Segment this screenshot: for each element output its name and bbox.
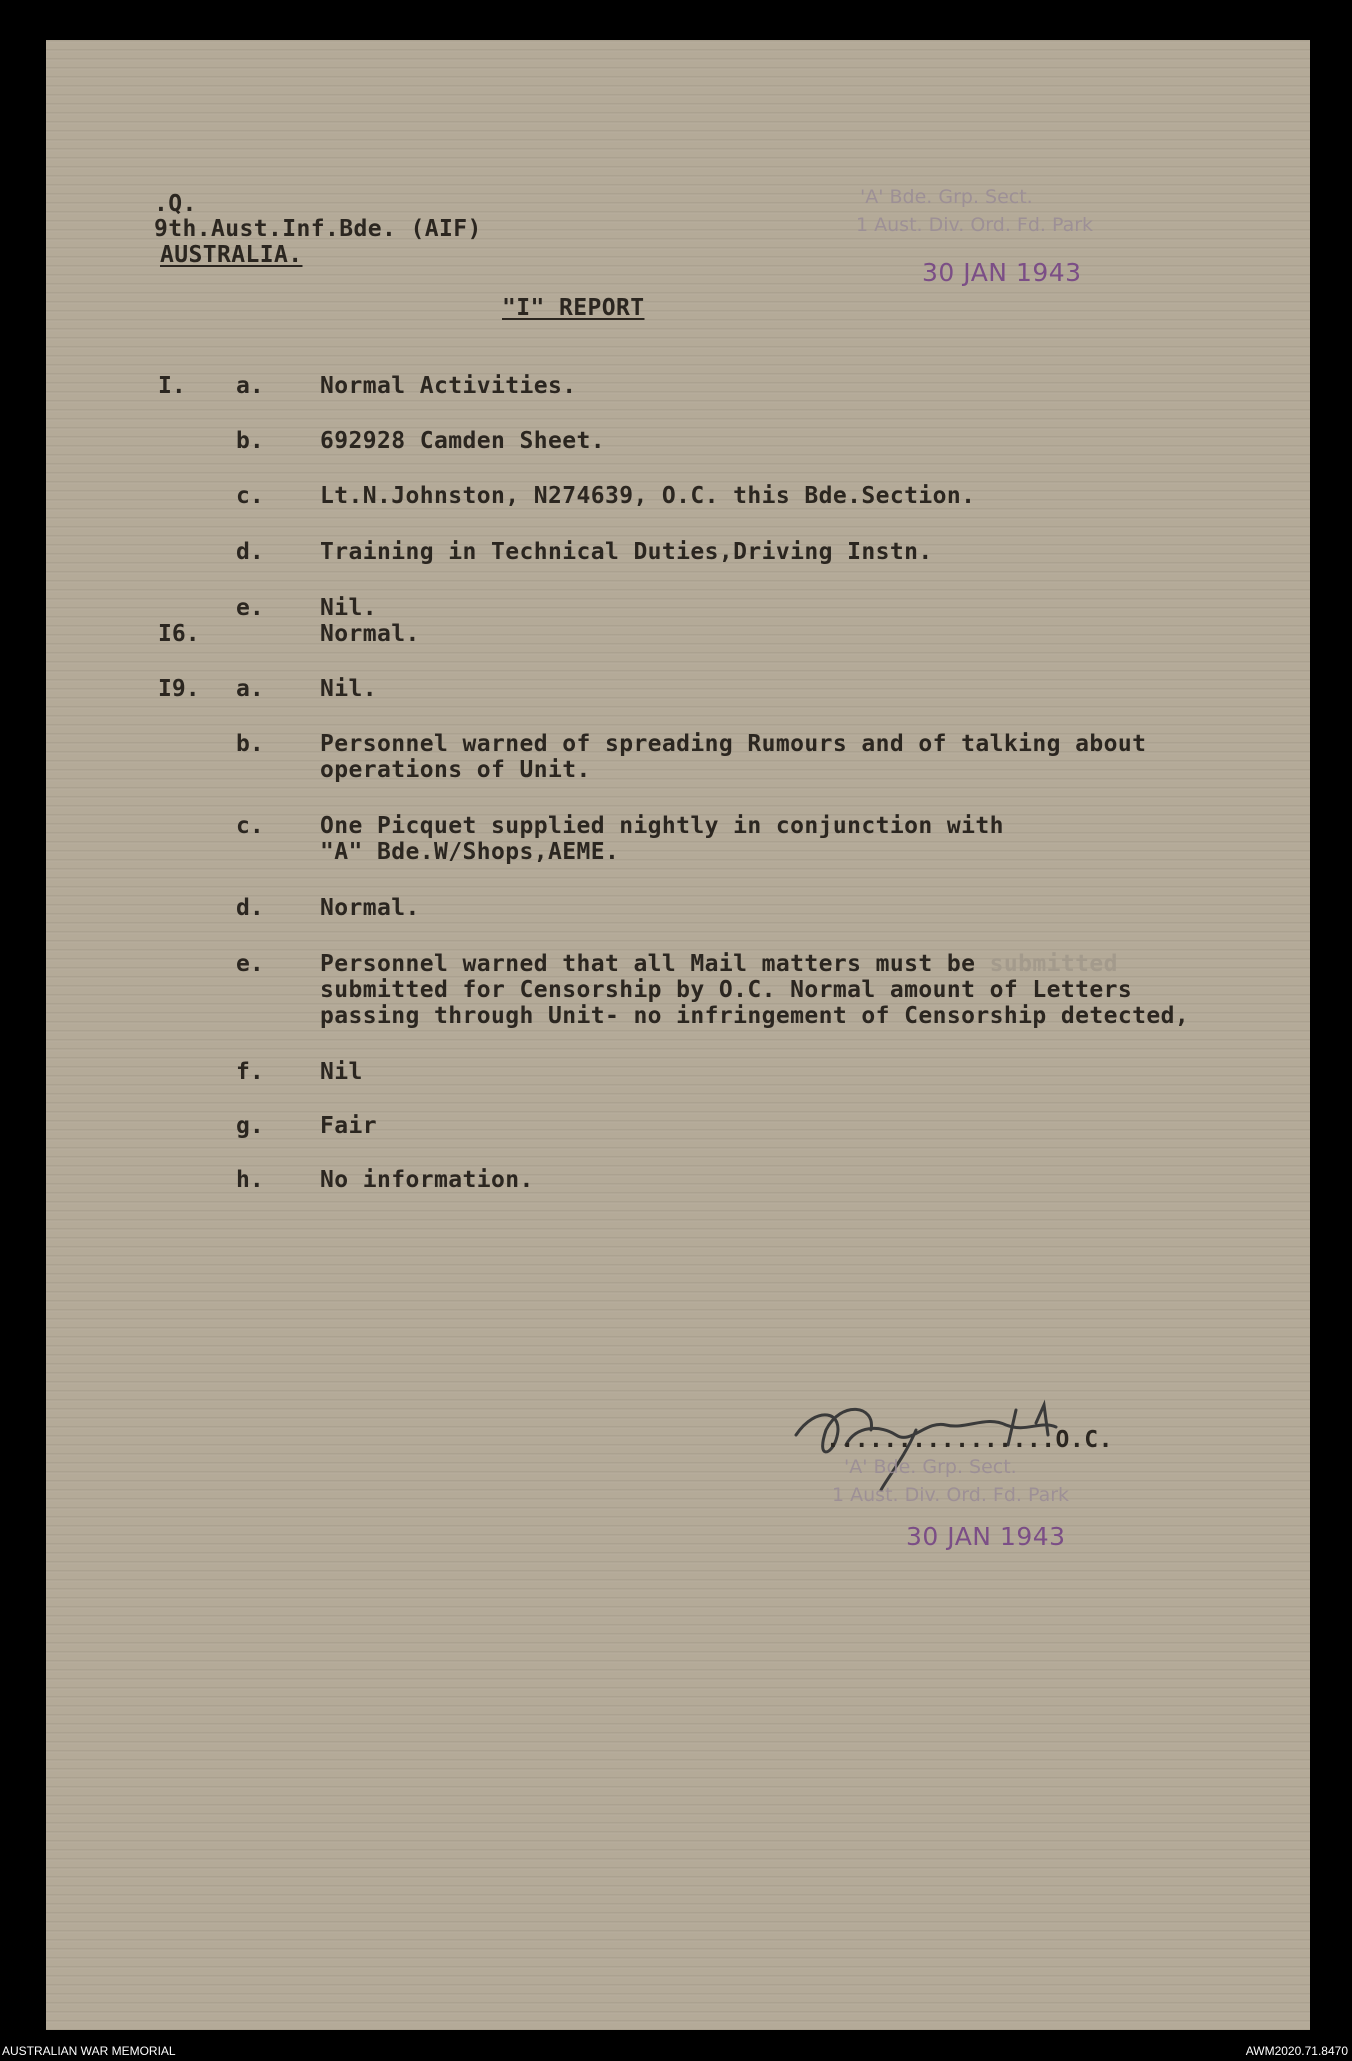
item-text: Nil. [320, 595, 377, 621]
footer-institution: AUSTRALIAN WAR MEMORIAL [2, 2044, 176, 2058]
item-text: No information. [320, 1167, 534, 1193]
item-text: One Picquet supplied nightly in conjunction with [320, 813, 1004, 839]
section-number: I6. [158, 621, 200, 647]
item-letter: e. [236, 951, 264, 977]
item-letter: c. [236, 813, 264, 839]
stamp-bottom-date: 30 JAN 1943 [906, 1522, 1066, 1551]
item-text: "A" Bde.W/Shops,AEME. [320, 839, 620, 865]
item-text: Normal. [320, 895, 420, 921]
item-text: 692928 Camden Sheet. [320, 428, 605, 454]
item-text: Personnel warned of spreading Rumours and of talking about [320, 731, 1147, 757]
stamp-bottom-line-2: 1 Aust. Div. Ord. Fd. Park [832, 1484, 1070, 1506]
item-text: Normal. [320, 621, 420, 647]
item-text: Lt.N.Johnston, N274639, O.C. this Bde.Section. [320, 483, 976, 509]
item-letter: e. [236, 595, 264, 621]
stamp-top-line-1: 'A' Bde. Grp. Sect. [860, 186, 1033, 208]
item-text: Nil. [320, 676, 377, 702]
item-text: passing through Unit- no infringement of Censorship detected, [320, 1003, 1190, 1029]
stamp-top-date: 30 JAN 1943 [922, 258, 1082, 287]
item-letter: d. [236, 539, 264, 565]
item-text: Fair [320, 1113, 377, 1139]
item-letter: d. [236, 895, 264, 921]
header-line-2: 9th.Aust.Inf.Bde. (AIF) [154, 216, 482, 242]
item-text-faint: submitted [989, 951, 1118, 977]
footer-accession-number: AWM2020.71.8470 [1245, 2044, 1348, 2058]
header-line-1: .Q. [154, 191, 197, 217]
section-number: I. [158, 373, 186, 399]
item-letter: b. [236, 428, 264, 454]
item-text-main: Personnel warned that all Mail matters must be [320, 951, 976, 977]
document-sheet [46, 40, 1310, 2030]
item-letter: h. [236, 1167, 264, 1193]
item-text: submitted for Censorship by O.C. Normal amount of Letters [320, 977, 1133, 1003]
item-text: Training in Technical Duties,Driving Instn. [320, 539, 933, 565]
item-letter: g. [236, 1113, 264, 1139]
item-text: operations of Unit. [320, 757, 591, 783]
header-line-3: AUSTRALIA. [160, 242, 303, 268]
item-letter: b. [236, 731, 264, 757]
stamp-top-line-2: 1 Aust. Div. Ord. Fd. Park [856, 214, 1094, 236]
signature-line: ................O.C. [826, 1427, 1113, 1453]
item-letter: a. [236, 373, 264, 399]
item-text: Normal Activities. [320, 373, 577, 399]
section-number: I9. [158, 676, 200, 702]
item-letter: f. [236, 1059, 264, 1085]
stamp-bottom-line-1: 'A' Bde. Grp. Sect. [844, 1456, 1017, 1478]
item-text: Nil [320, 1059, 363, 1085]
item-letter: a. [236, 676, 264, 702]
report-title: "I" REPORT [502, 295, 645, 321]
item-letter: c. [236, 483, 264, 509]
item-text [320, 950, 1118, 978]
